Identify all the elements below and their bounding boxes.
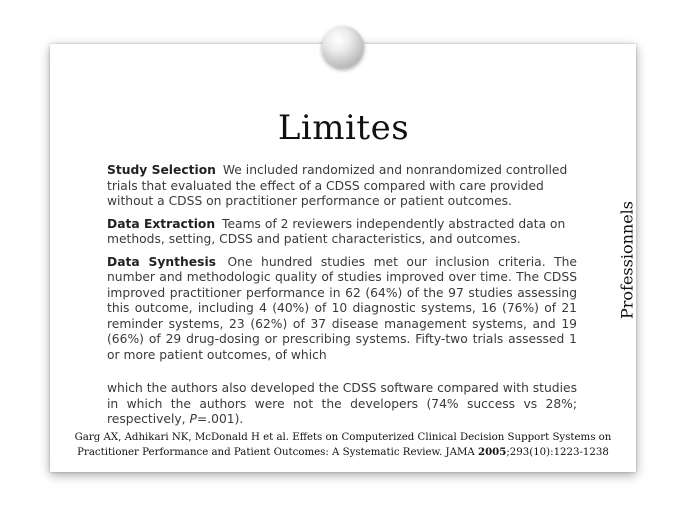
- paragraph-heading: Data Extraction: [107, 216, 216, 231]
- paragraph-heading: Data Synthesis: [107, 254, 216, 269]
- paragraph-text: Teams of 2 reviewers independently abstracted data on methods, setting, CDSS and patient characteristics, and outcomes.: [107, 216, 566, 246]
- citation-text: Garg AX, Adhikari NK, McDonald H et al. Effets on Computerized Clinical Decision Support Systems on Practitioner Performance and Patient Outcomes: A Systematic Review. JAMA: [74, 432, 612, 458]
- slide-title: Limites: [277, 108, 410, 148]
- paragraph-study-selection: [107, 163, 577, 210]
- citation-volume-pages: ;293(10):1223-1238: [506, 447, 609, 458]
- pushpin-icon: [322, 26, 364, 68]
- continuation-text: which the authors also developed the CDSS software compared with studies in which the authors were not the developers (74% success vs 28%; respectively,: [107, 381, 577, 426]
- citation: [70, 431, 616, 460]
- side-label: Professionnels: [617, 200, 637, 320]
- abstract-excerpt: [107, 163, 577, 370]
- paragraph-data-extraction: [107, 217, 577, 248]
- p-value: =.001).: [196, 412, 244, 426]
- paragraph-heading: Study Selection: [107, 163, 216, 177]
- paragraph-data-synthesis: [107, 255, 577, 364]
- citation-year: 2005: [477, 446, 507, 458]
- paragraph-text: We included randomized and nonrandomized controlled trials that evaluated the effect of a CDSS compared with care provided without a CDSS on practitioner performance or patient outcomes.: [107, 163, 568, 208]
- p-value-label: P: [189, 412, 197, 426]
- abstract-continuation: [107, 381, 577, 428]
- paragraph-text: One hundred studies met our inclusion criteria. The number and methodologic quality of studies improved over time. The CDSS improved practitioner performance in 62 (64%) of the 97 studies assessing this outcome, including 4 (40%) of 10 diagnostic systems, 16 (76%) of 21 reminder systems, 23 (62%) of 37 disease management systems, and 19 (66%) of 29 drug-dosing or prescribing systems. Fifty-two trials assessed 1 or more patient outcomes, of which: [107, 254, 577, 362]
